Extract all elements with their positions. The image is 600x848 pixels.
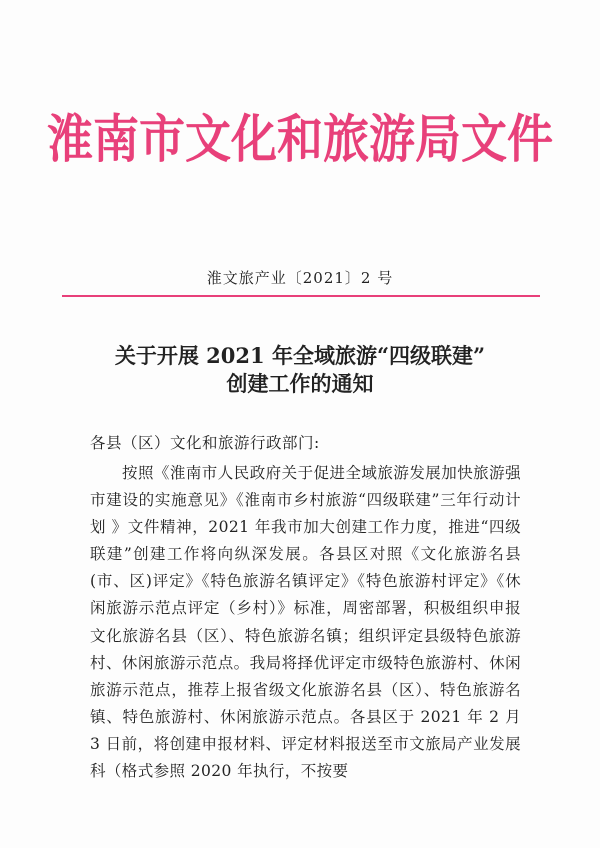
salutation: 各县（区）文化和旅游行政部门: <box>90 434 320 452</box>
masthead-title: 淮南市文化和旅游局文件 <box>47 108 553 170</box>
notice-title-line-2: 创建工作的通知 <box>226 371 374 396</box>
body-paragraph: 按照《淮南市人民政府关于促进全域旅游发展加快旅游强市建设的实施意见》《淮南市乡村旅游“四级联建”三年行动计划 》文件精神，2021 年我市加大创建工作力度，推进“四级联建”创建工作将向纵深发展。各县区对照《文化旅游名县(市、区)评定》《特色旅游名镇评定》《特色旅游村评定》《休闲旅游示范点评定（乡村）》标准，周密部署，积极组织申报文化旅游名县（区）、特色旅游名镇；组织评定县级特色旅游村、休闲旅游示范点。我局将择优评定市级特色旅游村、休闲旅游示范点，推荐上报省级文化旅游名县（区）、特色旅游名镇、特色旅游村、休闲旅游示范点。各县区于 2021 年 2 月 3 日前，将创建申报材料、评定材料报送至市文旅局产业发展科（格式参照 2020 年执行，不按要 <box>90 464 521 781</box>
notice-title-line-1: 关于开展 2021 年全域旅游“四级联建” <box>114 343 486 368</box>
document-number: 淮文旅产业〔2021〕2 号 <box>206 269 394 287</box>
red-separator-line <box>62 295 540 297</box>
